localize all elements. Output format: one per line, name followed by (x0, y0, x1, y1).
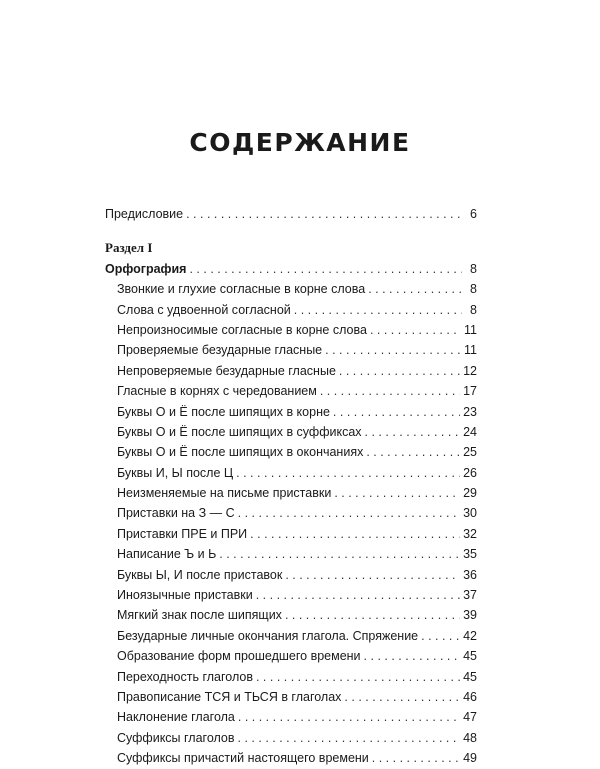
leader-dots (189, 259, 462, 279)
toc-entry-label: Гласные в корнях с чередованием (117, 384, 317, 399)
toc-entry-label: Суффиксы глаголов (117, 730, 235, 745)
toc-entry[interactable] (105, 483, 477, 503)
leader-dots (370, 320, 461, 340)
toc-entry[interactable] (105, 279, 477, 299)
toc-entry-page: 47 (463, 710, 477, 725)
toc-entries (105, 279, 477, 768)
toc-entry-page: 8 (470, 261, 477, 276)
toc-entry-label: Приставки на З — С (117, 506, 235, 521)
toc-entry-page: 24 (463, 424, 477, 439)
toc-entry[interactable] (105, 381, 477, 401)
toc-entry[interactable] (105, 422, 477, 442)
toc-entry-label: Безударные личные окончания глагола. Спряжение (117, 628, 419, 643)
toc-entry[interactable] (105, 626, 477, 646)
leader-dots (236, 463, 460, 483)
toc-entry-page: 12 (463, 363, 477, 378)
leader-dots (366, 442, 460, 462)
toc-entry[interactable] (105, 605, 477, 625)
leader-dots (238, 728, 461, 748)
toc-entry-page: 30 (463, 506, 477, 521)
toc-entry[interactable] (105, 565, 477, 585)
leader-dots (339, 361, 460, 381)
leader-dots (256, 585, 460, 605)
toc-entry-page: 23 (463, 404, 477, 419)
toc-entry-page: 45 (463, 649, 477, 664)
toc-entry-label: Переходность глаголов (117, 669, 253, 684)
toc-entry[interactable] (105, 687, 477, 707)
leader-dots (421, 626, 460, 646)
toc-entry-page: 32 (463, 526, 477, 541)
toc-entry-label: Буквы О и Ё после шипящих в корне (117, 404, 330, 419)
toc-entry-label: Буквы О и Ё после шипящих в окончаниях (117, 445, 364, 460)
toc-entry-page: 46 (463, 689, 477, 704)
leader-dots (372, 748, 460, 768)
leader-dots (365, 422, 461, 442)
leader-dots (344, 687, 460, 707)
toc-entry[interactable] (105, 728, 477, 748)
leader-dots (219, 544, 460, 564)
toc-entry-label: Иноязычные приставки (117, 588, 253, 603)
toc-entry-page: 11 (464, 322, 477, 337)
toc-entry[interactable] (105, 544, 477, 564)
toc-entry-label: Правописание ТСЯ и ТЬСЯ в глаголах (117, 689, 342, 704)
toc-entry-label: Орфография (105, 261, 187, 276)
toc-entry-label: Мягкий знак после шипящих (117, 608, 282, 623)
toc-entry-label: Неизменяемые на письме приставки (117, 486, 332, 501)
toc-entry[interactable] (105, 463, 477, 483)
toc-entry-page: 42 (463, 628, 477, 643)
leader-dots (364, 646, 461, 666)
toc-entry-page: 49 (463, 751, 477, 766)
toc-entry-page: 8 (470, 302, 477, 317)
toc-entry-label: Слова с удвоенной согласной (117, 302, 291, 317)
toc-entry-label: Проверяемые безударные гласные (117, 343, 323, 358)
leader-dots (294, 300, 462, 320)
leader-dots (333, 402, 460, 422)
toc-entry-preface[interactable] (105, 204, 477, 224)
toc-entry-page: 45 (463, 669, 477, 684)
toc-entry[interactable] (105, 524, 477, 544)
toc-entry[interactable] (105, 361, 477, 381)
toc-entry-page: 25 (463, 445, 477, 460)
toc-entry-page: 17 (463, 384, 477, 399)
toc-entry-label: Суффиксы причастий настоящего времени (117, 751, 369, 766)
toc-entry-page: 37 (463, 588, 477, 603)
leader-dots (320, 381, 460, 401)
toc-entry-label: Приставки ПРЕ и ПРИ (117, 526, 248, 541)
page-title: СОДЕРЖАНИЕ (189, 128, 411, 157)
toc-entry-label: Образование форм прошедшего времени (117, 649, 361, 664)
table-of-contents (105, 204, 477, 769)
leader-dots (334, 483, 460, 503)
section-label: Раздел I (105, 240, 153, 256)
toc-entry-page: 48 (463, 730, 477, 745)
leader-dots (238, 503, 460, 523)
toc-entry-page: 26 (463, 465, 477, 480)
toc-entry-page: 11 (464, 343, 477, 358)
toc-entry-page: 8 (470, 282, 477, 297)
toc-entry[interactable] (105, 300, 477, 320)
toc-entry-label: Непроверяемые безударные гласные (117, 363, 336, 378)
toc-entry[interactable] (105, 707, 477, 727)
leader-dots (368, 279, 462, 299)
toc-entry[interactable] (105, 402, 477, 422)
toc-entry[interactable] (105, 585, 477, 605)
leader-dots (238, 707, 460, 727)
toc-entry-label: Звонкие и глухие согласные в корне слова (117, 282, 366, 297)
leader-dots (186, 204, 462, 224)
toc-entry-label: Буквы О и Ё после шипящих в суффиксах (117, 424, 362, 439)
toc-entry-label: Наклонение глагола (117, 710, 235, 725)
leader-dots (256, 667, 460, 687)
toc-entry-label: Непроизносимые согласные в корне слова (117, 322, 367, 337)
leader-dots (250, 524, 460, 544)
leader-dots (325, 340, 461, 360)
toc-entry-label: Предисловие (105, 207, 184, 221)
toc-entry[interactable] (105, 442, 477, 462)
toc-entry-page: 29 (463, 486, 477, 501)
toc-entry[interactable] (105, 748, 477, 768)
toc-entry-label: Буквы Ы, И после приставок (117, 567, 283, 582)
toc-entry[interactable] (105, 320, 477, 340)
toc-entry-label: Буквы И, Ы после Ц (117, 465, 234, 480)
toc-section-heading[interactable] (105, 259, 477, 279)
leader-dots (285, 605, 460, 625)
toc-entry-page: 6 (470, 207, 477, 221)
toc-entry-page: 35 (463, 547, 477, 562)
toc-entry-page: 36 (463, 567, 477, 582)
toc-entry[interactable] (105, 503, 477, 523)
toc-entry[interactable] (105, 646, 477, 666)
toc-entry[interactable] (105, 340, 477, 360)
toc-entry-page: 39 (463, 608, 477, 623)
toc-entry-label: Написание Ъ и Ь (117, 547, 217, 562)
spacer (105, 224, 477, 238)
leader-dots (285, 565, 460, 585)
toc-entry[interactable] (105, 667, 477, 687)
